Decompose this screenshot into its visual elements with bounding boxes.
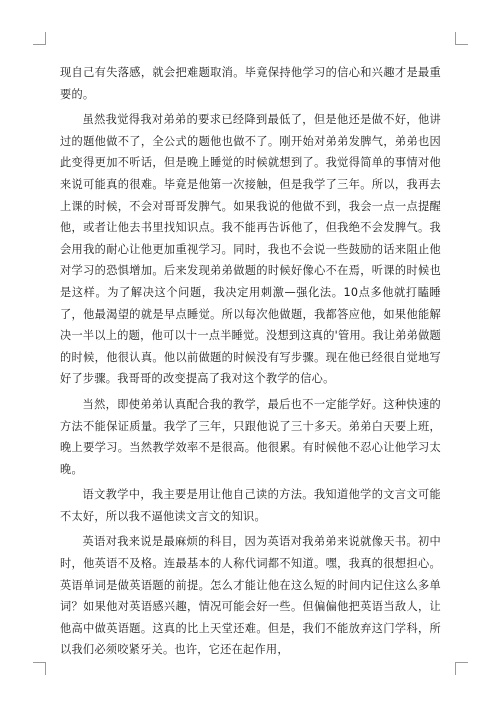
paragraph-teaching-efficiency: 当然，即使弟弟认真配合我的教学，最后也不一定能学好。这种快速的方法不能保证质量。我学了三年，只跟他说了三十多天。弟弟白天要上班，晚上要学习。当然教学效率不是很高。他很累。有时候他不忍心让他学习太晚。 (60, 397, 441, 476)
crop-mark-bottom-right (455, 662, 468, 675)
paragraph-continuation: 现自己有失落感，就会把难题取消。毕竟保持他学习的信心和兴趣才是最重要的。 (60, 66, 441, 101)
document-body (60, 62, 441, 665)
crop-mark-top-right (455, 32, 468, 45)
paragraph-teaching-patience: 虽然我觉得我对弟弟的要求已经降到最低了，但是他还是做不好，他讲过的题他做不了，全公式的题他也做不了。刚开始对弟弟发脾气，弟弟也因此变得更加不听话，但是晚上睡觉的时候就想到了。我觉得简单的事情对他来说可能真的很难。毕竟是他第一次接触，但是我学了三年。所以，我再去上课的时候，不会对哥哥发脾气。如果我说的他做不到，我会一点一点提醒他，或者让他去书里找知识点。我不能再告诉他了，但我绝不会发脾气。我会用我的耐心让他更加重视学习。同时，我也不会说一些鼓励的话来阻止他对学习的恐惧增加。后来发现弟弟做题的时候好像心不在焉，听课的时候也是这样。为了解决这个问题，我决定用刺激—强化法。10点多他就打瞌睡了，他最渴望的就是早点睡觉。所以每次他做题，我都答应他，如果他能解决一半以上的题，他可以十一点半睡觉。没想到这真的'管用。我让弟弟做题的时候，他很认真。他以前做题的时候没有写步骤。现在他已经很自觉地写好了步骤。我哥哥的改变提高了我对这个教学的信心。 (60, 113, 441, 386)
crop-mark-bottom-left (33, 662, 46, 675)
paragraph-chinese-teaching: 语文教学中，我主要是用让他自己读的方法。我知道他学的文言文可能不太好，所以我不逼他读文言文的知识。 (60, 488, 441, 523)
crop-mark-top-left (33, 32, 46, 45)
paragraph-english-teaching: 英语对我来说是最麻烦的科目，因为英语对我弟弟来说就像天书。初中时，他英语不及格。连最基本的人称代词都不知道。嘿，我真的很想担心。英语单词是做英语题的前提。怎么才能让他在这么短的时间内记住这么多单词？如果他对英语感兴趣，情况可能会好一些。但偏偏他把英语当敌人，让他高中做英语题。这真的比上天堂还难。但是，我们不能放弃这门学科，所以我们必须咬紧牙关。也许，它还在起作用， (60, 535, 441, 657)
